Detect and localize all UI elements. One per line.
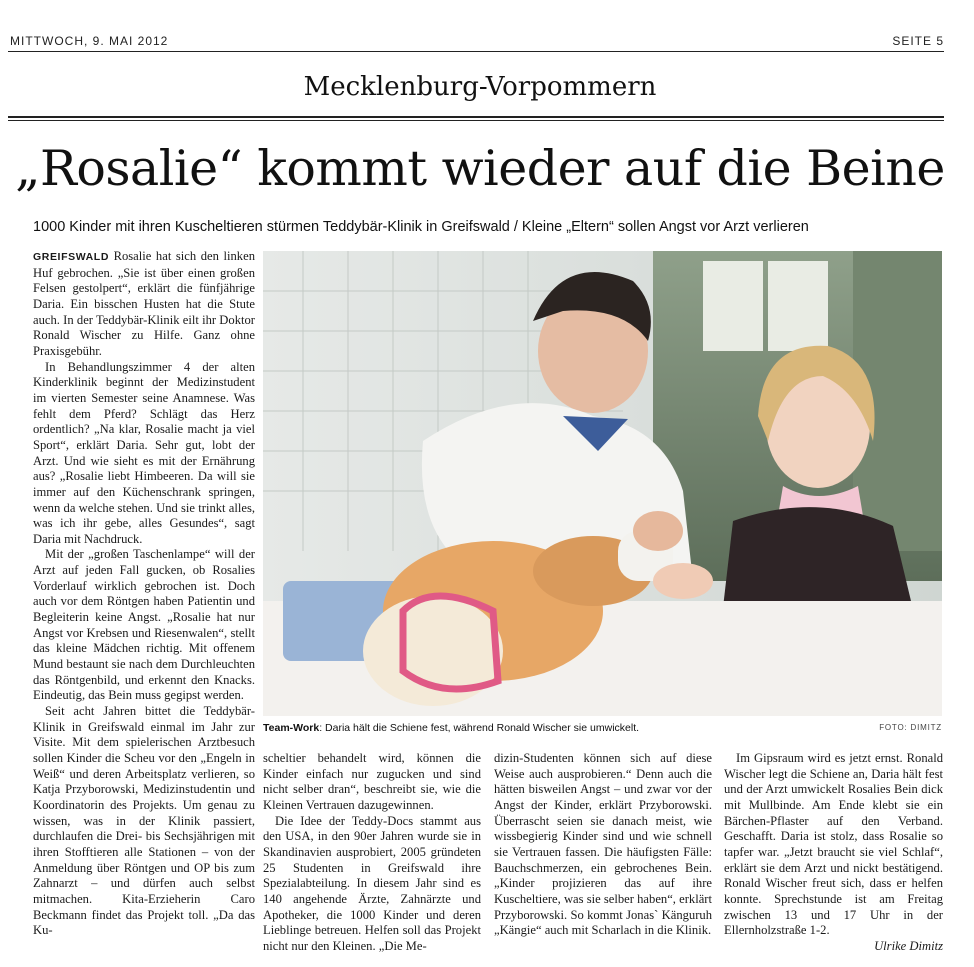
section-title: Mecklenburg-Vorpommern (303, 72, 657, 102)
photo-illustration (263, 251, 942, 716)
paragraph: In Behandlungszimmer 4 der alten Kinderklinik beginnt der Medizinstudent im vierten Semester seine Anamnese. Was fehlt dem Pferd? Schlägt das Herz ordentlich? „Na klar, Rosalie macht ja viel Sport“, erklärt Daria. Sehr gut, lobt der Arzt. Und wie sieht es mit der Ernährung aus? „Rosalie liebt Himbeeren. Da will sie immer auf den Küchenschrank springen, wenn da welche stehen. Und sie trinkt alles, was ich ihr gebe, alles Gesundes“, sagt Daria mit Nachdruck. (33, 359, 255, 546)
paragraph (33, 249, 255, 360)
article-column-3 (494, 751, 712, 939)
page-number: SEITE 5 (892, 34, 944, 48)
article-column-2 (263, 751, 481, 955)
paragraph: Seit acht Jahren bittet die Teddybär-Klinik in Greifswald einmal im Jahr zur Visite. Mit dem spielerischen Arztbesuch sollen Kinder die Scheu vor den „Engeln in Weiß“ und deren Arbeitsplatz verlieren, so Katja Przyborowski, Medizinstudentin und Koordinatorin des Projekts. Um genau zu wissen, was in der Klinik passiert, durchlaufen die Drei- bis Sechsjährigen mit ihren Stofftieren alle Stationen – von der Anmeldung über Röntgen und OP bis zum Zahnarzt – und dürfen auch selbst mitmachen. Kita-Erzieherin Caro Beckmann findet das Projekt toll. „Da das Ku- (33, 704, 255, 938)
issue-date: MITTWOCH, 9. MAI 2012 (10, 34, 169, 48)
paragraph: Im Gipsraum wird es jetzt ernst. Ronald Wischer legt die Schiene an, Daria hält fest und der Arzt umwickelt Rosalies Bein dick mit Mullbinde. Am Ende klebt sie ein Bärchen-Pflaster auf den Verband. Geschafft. Daria ist stolz, dass Rosalie so tapfer war. „Jetzt braucht sie viel Schlaf“, erklärt sie dem Arzt und nickt bestätigend. Ronald Wischer freut sich, dass er helfen konnte. Sprechstunde ist am Freitag zwischen 13 und 17 Uhr in der Ellernholzstraße 1-2. (724, 751, 943, 938)
article-column-1 (33, 249, 255, 939)
paragraph: Die Idee der Teddy-Docs stammt aus den USA, in den 90er Jahren wurde sie in Skandinavien ausprobiert, 2005 gründeten 25 Studenten in Greifswald ihre Spezialabteilung. In diesem Jahr sind es 140 angehende Ärzte, Zahnärzte und Apotheker, die 1000 Kinder und deren Lieblinge betreuen. Helfen soll das Projekt nicht nur den Kleinen. „Die Me- (263, 813, 481, 953)
paragraph: Mit der „großen Taschenlampe“ will der Arzt auf jeden Fall gucken, ob Rosalies Vorderlauf wirklich gebrochen ist. Doch auch vor dem Röntgen haben Patientin und Begleiterin keine Angst. „Rosalie hat nur Angst vor Krebsen und Riesenwalen“, stellt das kleine Mädchen richtig. Mit offenem Mund bestaunt sie nach dem Durchleuchten das Röntgenbild, und erkennt den Knacks. Eindeutig, das Bein muss gegipst werden. (33, 547, 255, 703)
paragraph: scheltier behandelt wird, können die Kinder einfach nur zugucken und sind nicht selber dran“, beschreibt sie, wie die Kleinen Vertrauen dazugewinnen. (263, 751, 481, 812)
article-headline: „Rosalie“ kommt wieder auf die Beine (15, 140, 945, 197)
article-column-4 (724, 751, 943, 955)
article-photo (263, 251, 942, 716)
section-rule-bottom (8, 120, 944, 121)
caption-lead: Team-Work (263, 722, 320, 734)
paragraph: dizin-Studenten können sich auf diese Weise auch ausprobieren.“ Denn auch die hätten bisweilen Angst – und zwar vor der Angst der Kinder, erklärt Przyborowski. Überrascht seien sie danach meist, wie wissbegierig Kinder sind und wie schnell sie Vertrauen fassen. Die häufigsten Fälle: Bauchschmerzen, ein gebrochenes Bein. „Kinder projizieren das auf ihre Kuscheltiere, was sie selber haben“, erklärt Przyborowski. So kommt Jonas` Känguruh „Kängie“ auch mit Scharlach in die Klinik. (494, 751, 712, 938)
folio (10, 34, 944, 48)
photo-credit: FOTO: DIMITZ (879, 723, 942, 732)
author-signature: Ulrike Dimitz (874, 938, 943, 953)
folio-rule (8, 51, 944, 52)
paragraph-text: Rosalie hat sich den linken Huf gebrochen. „Sie ist über einen großen Felsen gestolpert“, erklärt die fünfjährige Daria. Ein bisschen Husten hat die Stute auch. In der Teddybär-Klinik eilt ihr Doktor Ronald Wischer zu Hilfe. Ganz ohne Praxisgebühr. (33, 249, 255, 358)
dateline: GREIFSWALD (33, 251, 109, 263)
article-subheadline: 1000 Kinder mit ihren Kuscheltieren stürmen Teddybär-Klinik in Greifswald / Kleine „Eltern“ sollen Angst vor Arzt verlieren (33, 219, 809, 235)
photo-caption (263, 722, 942, 734)
section-rule-top (8, 116, 944, 118)
caption-text: : Daria hält die Schiene fest, während Ronald Wischer sie umwickelt. (319, 722, 640, 734)
